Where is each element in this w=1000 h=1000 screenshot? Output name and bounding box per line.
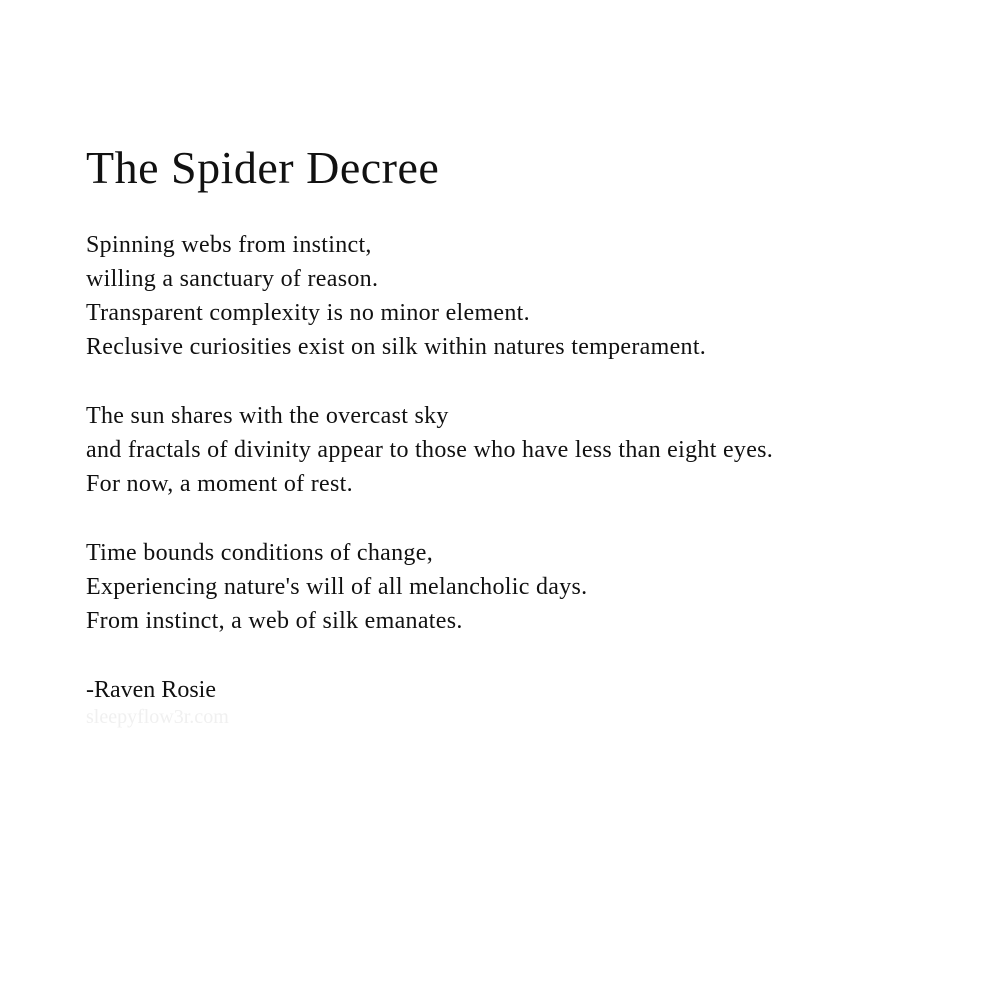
stanza-2 (86, 399, 773, 501)
poem-title: The Spider Decree (86, 142, 440, 193)
watermark: sleepyflow3r.com (86, 706, 229, 728)
stanza-3 (86, 536, 587, 638)
poem-line: Time bounds conditions of change, (86, 540, 433, 566)
author-signature: -Raven Rosie (86, 677, 216, 703)
poem-line: From instinct, a web of silk emanates. (86, 608, 463, 634)
poem-line: Spinning webs from instinct, (86, 232, 372, 258)
poem-line: willing a sanctuary of reason. (86, 266, 379, 292)
poem-line: Transparent complexity is no minor element. (86, 300, 530, 326)
poem-line: The sun shares with the overcast sky (86, 403, 449, 429)
poem-line: Reclusive curiosities exist on silk within natures temperament. (86, 334, 707, 360)
poem-line: and fractals of divinity appear to those who have less than eight eyes. (86, 437, 774, 463)
stanza-1 (86, 228, 706, 364)
poem-line: For now, a moment of rest. (86, 471, 353, 497)
poem-line: Experiencing nature's will of all melancholic days. (86, 574, 588, 600)
